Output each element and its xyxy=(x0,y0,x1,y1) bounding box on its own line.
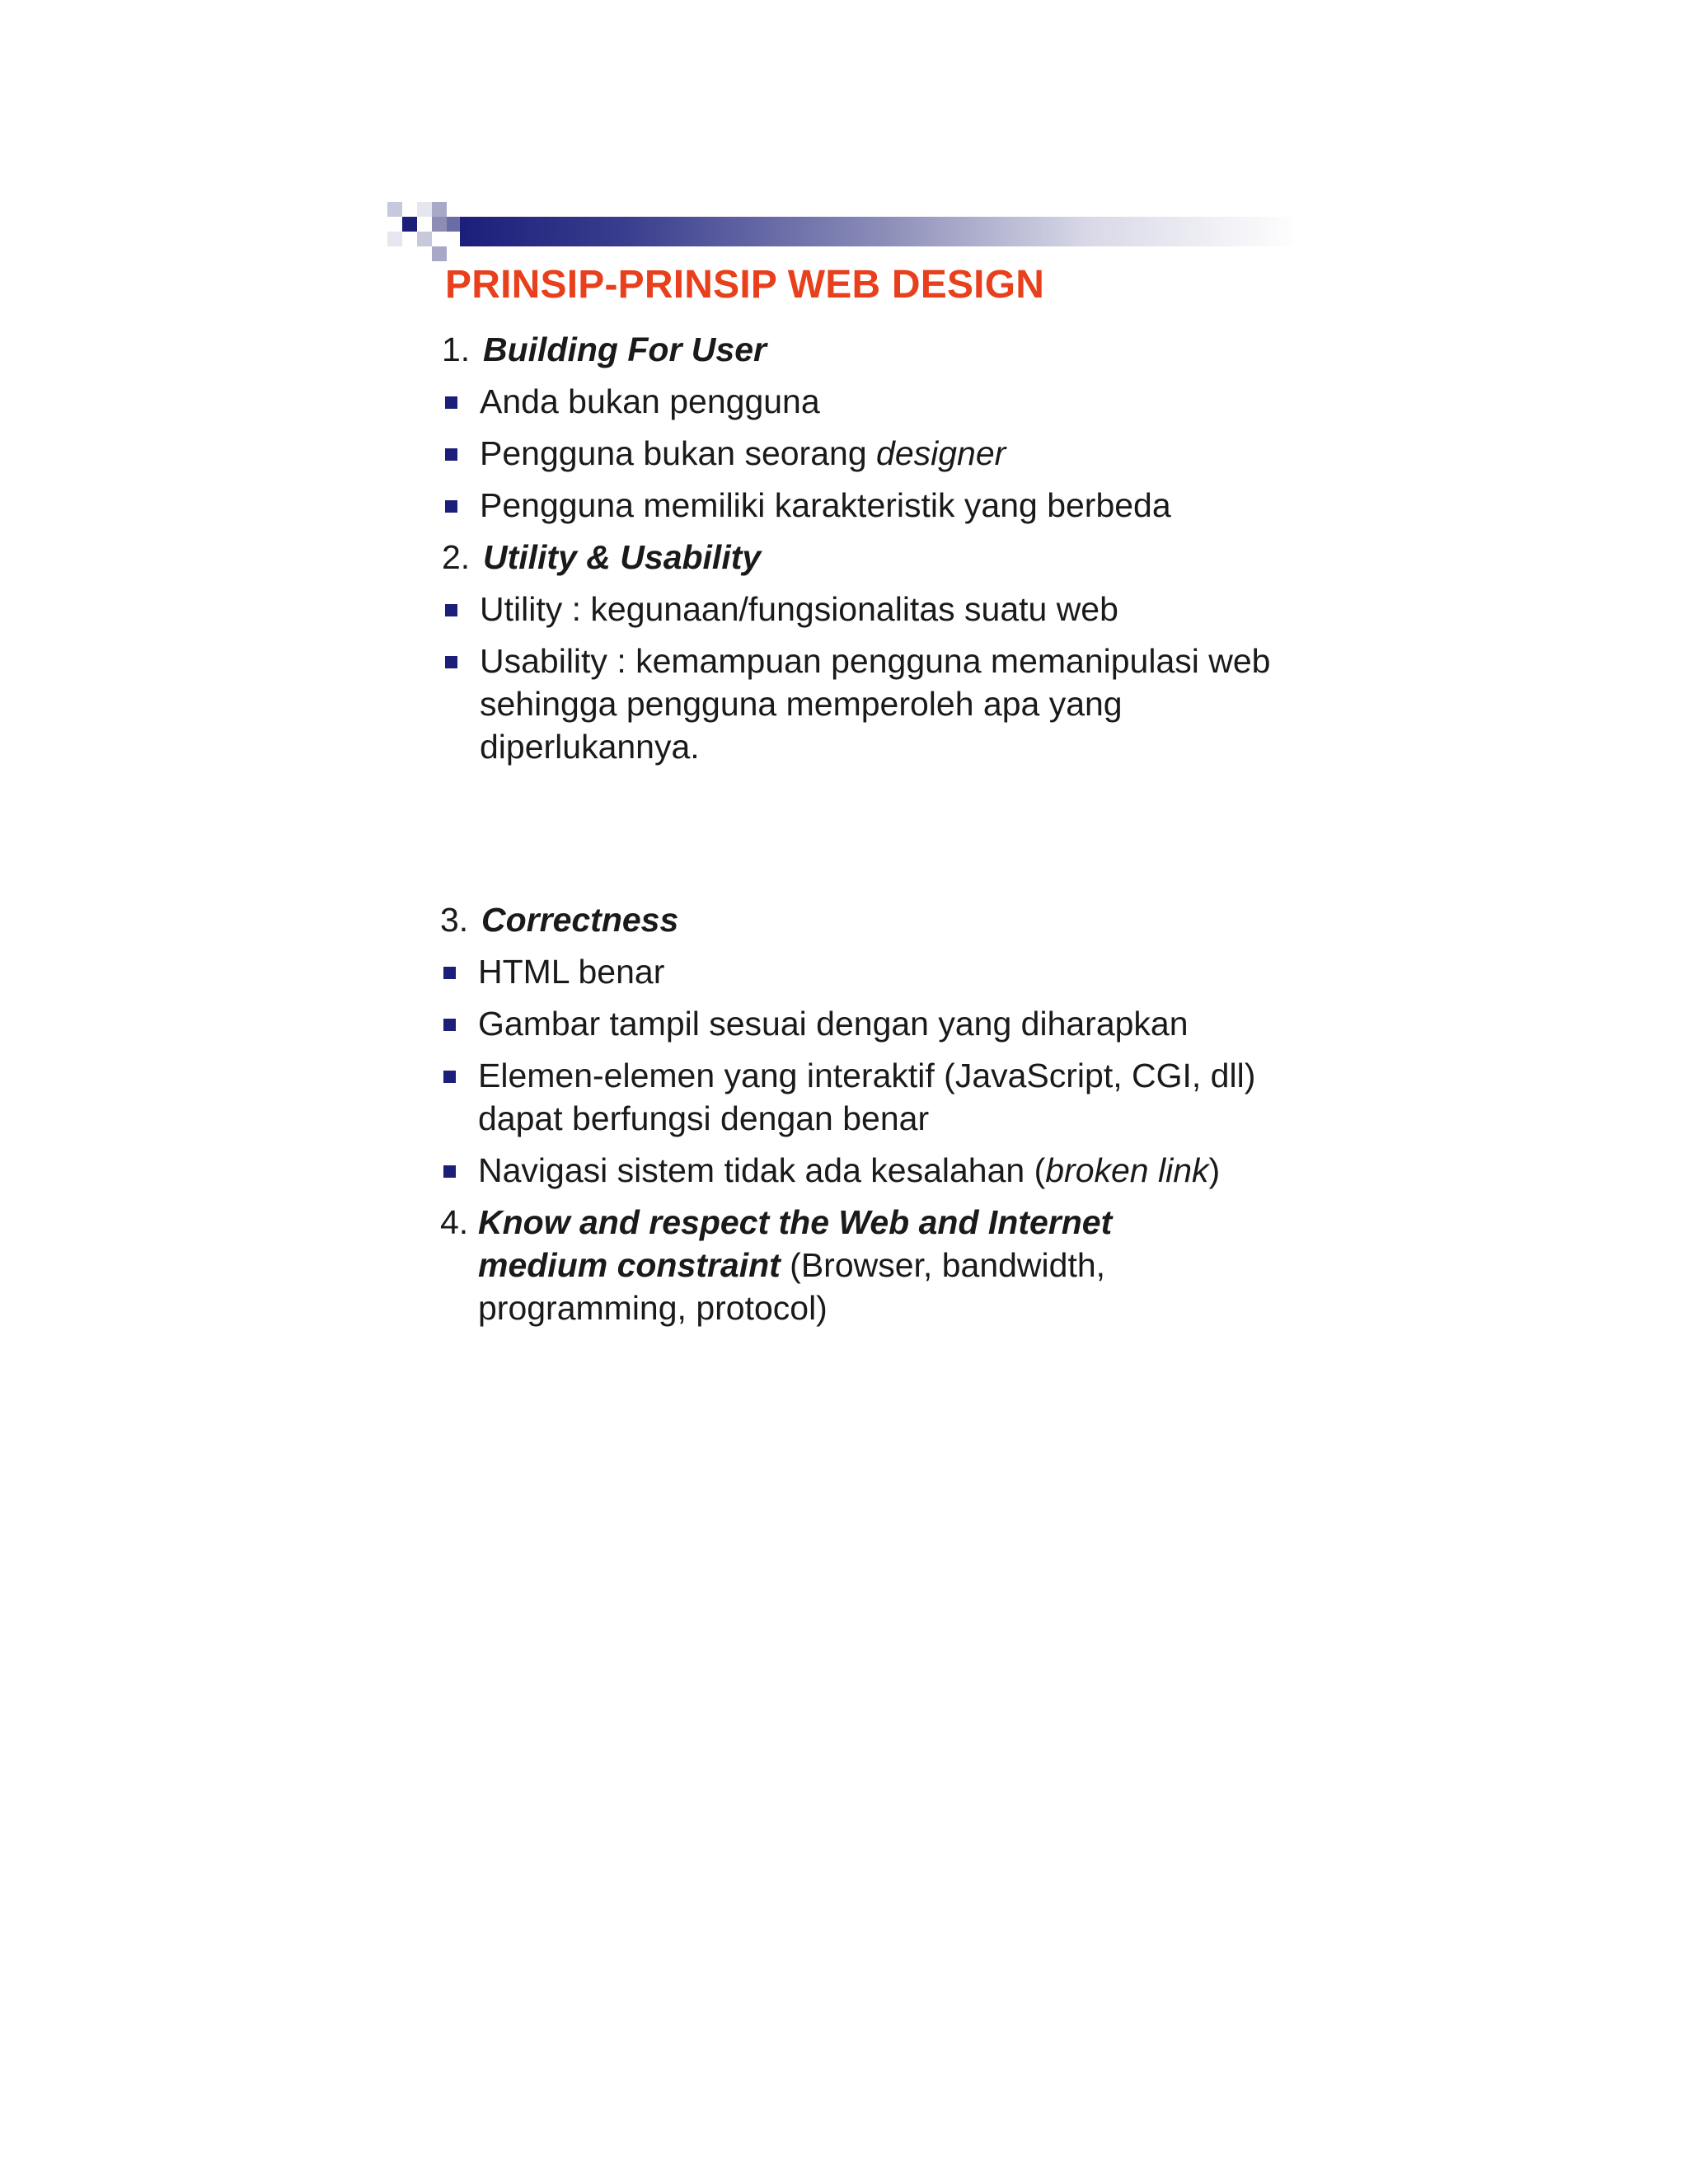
header-gradient-bar xyxy=(460,217,1301,246)
deco-square xyxy=(387,232,402,246)
square-bullet-icon xyxy=(443,1165,456,1178)
section-subtitle: (Browser, bandwidth, programming, protocol) xyxy=(478,1246,1106,1327)
square-bullet-icon xyxy=(443,967,456,979)
list-item-text: Pengguna memiliki karakteristik yang berbeda xyxy=(480,486,1171,524)
deco-square xyxy=(417,232,432,246)
square-bullet-icon xyxy=(445,604,457,616)
list-item-text: HTML benar xyxy=(478,953,665,991)
section-title: Utility & Usability xyxy=(483,538,762,576)
header-decoration xyxy=(387,202,1302,260)
section-title: Know and respect the Web and Internet medium constraint xyxy=(478,1203,1113,1284)
content-block-1 xyxy=(442,328,1271,777)
section-heading-1 xyxy=(442,328,1266,371)
deco-square xyxy=(387,202,402,217)
list-item-text: Elemen-elemen yang interaktif (JavaScript, CGI, dll) dapat berfungsi dengan benar xyxy=(478,1057,1256,1137)
list-item xyxy=(440,1002,1264,1045)
deco-square xyxy=(432,246,447,261)
list-item xyxy=(440,1149,1245,1192)
list-item-emphasis: broken link xyxy=(1045,1151,1209,1189)
list-item-text: Utility : kegunaan/fungsionalitas suatu web xyxy=(480,590,1118,628)
square-bullet-icon xyxy=(445,656,457,668)
list-item-text: ) xyxy=(1208,1151,1221,1189)
deco-square xyxy=(417,202,432,217)
section-number: 1. xyxy=(442,330,471,368)
section-heading-2 xyxy=(442,536,1266,579)
section-number: 4. xyxy=(440,1203,469,1241)
section-title: Correctness xyxy=(481,901,679,939)
list-item-text: Navigasi sistem tidak ada kesalahan ( xyxy=(478,1151,1046,1189)
list-item xyxy=(442,432,1266,475)
square-bullet-icon xyxy=(445,448,457,461)
list-item xyxy=(442,380,1266,423)
list-item-text: Gambar tampil sesuai dengan yang diharapkan xyxy=(478,1005,1189,1043)
square-bullet-icon xyxy=(445,396,457,409)
section-heading-3 xyxy=(440,898,1264,941)
list-item xyxy=(442,484,1266,527)
list-item-text: Anda bukan pengguna xyxy=(480,382,820,420)
square-bullet-icon xyxy=(445,500,457,513)
content-block-2 xyxy=(440,898,1264,1338)
list-item xyxy=(442,588,1266,630)
section-number: 2. xyxy=(442,538,471,576)
list-item xyxy=(440,950,1264,993)
list-item xyxy=(440,1054,1278,1140)
list-item xyxy=(442,640,1287,768)
list-item-emphasis: designer xyxy=(876,434,1006,472)
deco-square xyxy=(432,202,447,217)
deco-square xyxy=(432,217,447,232)
page-title: PRINSIP-PRINSIP WEB DESIGN xyxy=(445,263,1045,307)
deco-square xyxy=(402,217,417,232)
section-title: Building For User xyxy=(483,330,767,368)
list-item-text: Pengguna bukan seorang xyxy=(480,434,877,472)
square-bullet-icon xyxy=(443,1019,456,1031)
square-bullet-icon xyxy=(443,1071,456,1083)
section-number: 3. xyxy=(440,901,469,939)
list-item-text: Usability : kemampuan pengguna memanipulasi web sehingga pengguna memperoleh apa yang diperlukannya. xyxy=(480,642,1271,766)
section-heading-4 xyxy=(440,1201,1220,1329)
